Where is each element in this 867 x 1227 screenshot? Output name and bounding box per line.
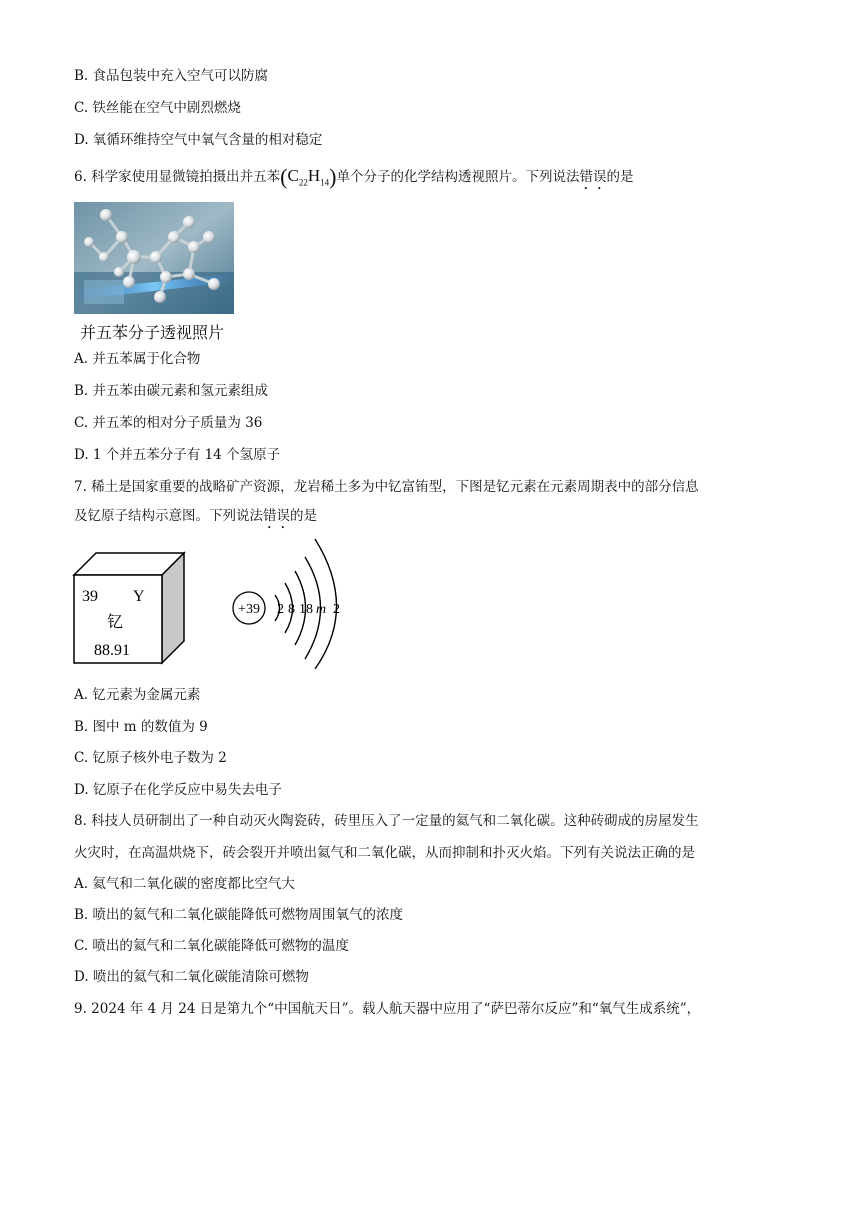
nucleus-charge: +39 bbox=[238, 602, 260, 617]
option-line: A. 钇元素为金属元素 bbox=[74, 687, 201, 703]
question-7-stem-cont bbox=[74, 507, 317, 532]
stem-text: 的是 bbox=[606, 169, 634, 185]
shell-electrons: 2 bbox=[333, 602, 340, 617]
question-9-stem: 9. 2024 年 4 月 24 日是第九个“中国航天日”。载人航天器中应用了“萨巴蒂尔反应”和“氧气生成系统”， bbox=[74, 1001, 701, 1017]
photo-caption: 并五苯分子透视照片 bbox=[80, 323, 225, 342]
formula-element: C bbox=[287, 166, 299, 185]
atomic-structure-diagram bbox=[233, 539, 340, 669]
stem-text: 的是 bbox=[290, 508, 317, 524]
atomic-number: 39 bbox=[82, 588, 98, 605]
option-line: D. 氧循环维持空气中氧气含量的相对稳定 bbox=[74, 132, 323, 148]
question-7-stem: 7. 稀土是国家重要的战略矿产资源，龙岩稀土多为中钇富铕型，下图是钇元素在元素周期表中的部分信息 bbox=[74, 479, 699, 495]
shell-electrons: 2 bbox=[277, 602, 284, 617]
option-line: C. 铁丝能在空气中剧烈燃烧 bbox=[74, 100, 241, 116]
option-line: B. 图中 m 的数值为 9 bbox=[74, 719, 208, 735]
option-line: C. 喷出的氦气和二氧化碳能降低可燃物的温度 bbox=[74, 938, 349, 954]
option-line: D. 1 个并五苯分子有 14 个氢原子 bbox=[74, 447, 281, 463]
option-line: D. 喷出的氦气和二氧化碳能清除可燃物 bbox=[74, 969, 309, 985]
question-8-stem: 8. 科技人员研制出了一种自动灭火陶瓷砖，砖里压入了一定量的氦气和二氧化碳。这种砖砌成的房屋发生 bbox=[74, 813, 699, 829]
atomic-mass: 88.91 bbox=[94, 642, 130, 659]
stem-text: 6. 科学家使用显微镜拍摄出并五苯 bbox=[74, 169, 281, 185]
shell-electrons-variable: m bbox=[316, 602, 327, 617]
question-8-stem-cont: 火灾时，在高温烘烧下，砖会裂开并喷出氦气和二氧化碳，从而抑制和扑灭火焰。下列有关说法正确的是 bbox=[74, 845, 695, 861]
shell-electrons: 18 bbox=[299, 602, 313, 617]
periodic-table-cell bbox=[74, 553, 184, 663]
formula-element: H bbox=[307, 166, 321, 185]
yttrium-figure bbox=[70, 535, 360, 675]
option-line: B. 喷出的氦气和二氧化碳能降低可燃物周围氧气的浓度 bbox=[74, 907, 404, 923]
formula-subscript: 14 bbox=[320, 177, 330, 188]
option-line: A. 并五苯属于化合物 bbox=[74, 351, 201, 367]
chemical-formula: $(C_{22}H_{14})$ bbox=[280, 164, 337, 189]
option-line: A. 氦气和二氧化碳的密度都比空气大 bbox=[74, 876, 295, 892]
shell-electrons: 8 bbox=[288, 602, 295, 617]
emphasis-text: 错误 bbox=[263, 508, 290, 524]
question-6-stem bbox=[74, 163, 633, 189]
option-line: C. 钇原子核外电子数为 2 bbox=[74, 750, 227, 766]
option-line: C. 并五苯的相对分子质量为 36 bbox=[74, 415, 263, 431]
emphasis-text: 错误 bbox=[579, 169, 607, 185]
formula-subscript: 22 bbox=[298, 177, 308, 188]
pentacene-molecule-photo bbox=[74, 202, 234, 314]
option-line: B. 食品包装中充入空气可以防腐 bbox=[74, 68, 269, 84]
element-name: 钇 bbox=[107, 612, 124, 631]
option-line: B. 并五苯由碳元素和氢元素组成 bbox=[74, 383, 269, 399]
element-symbol: Y bbox=[133, 588, 145, 605]
stem-text: 及钇原子结构示意图。下列说法 bbox=[74, 508, 263, 524]
stem-text: 单个分子的化学结构透视照片。下列说法 bbox=[336, 169, 580, 185]
option-line: D. 钇原子在化学反应中易失去电子 bbox=[74, 782, 282, 798]
